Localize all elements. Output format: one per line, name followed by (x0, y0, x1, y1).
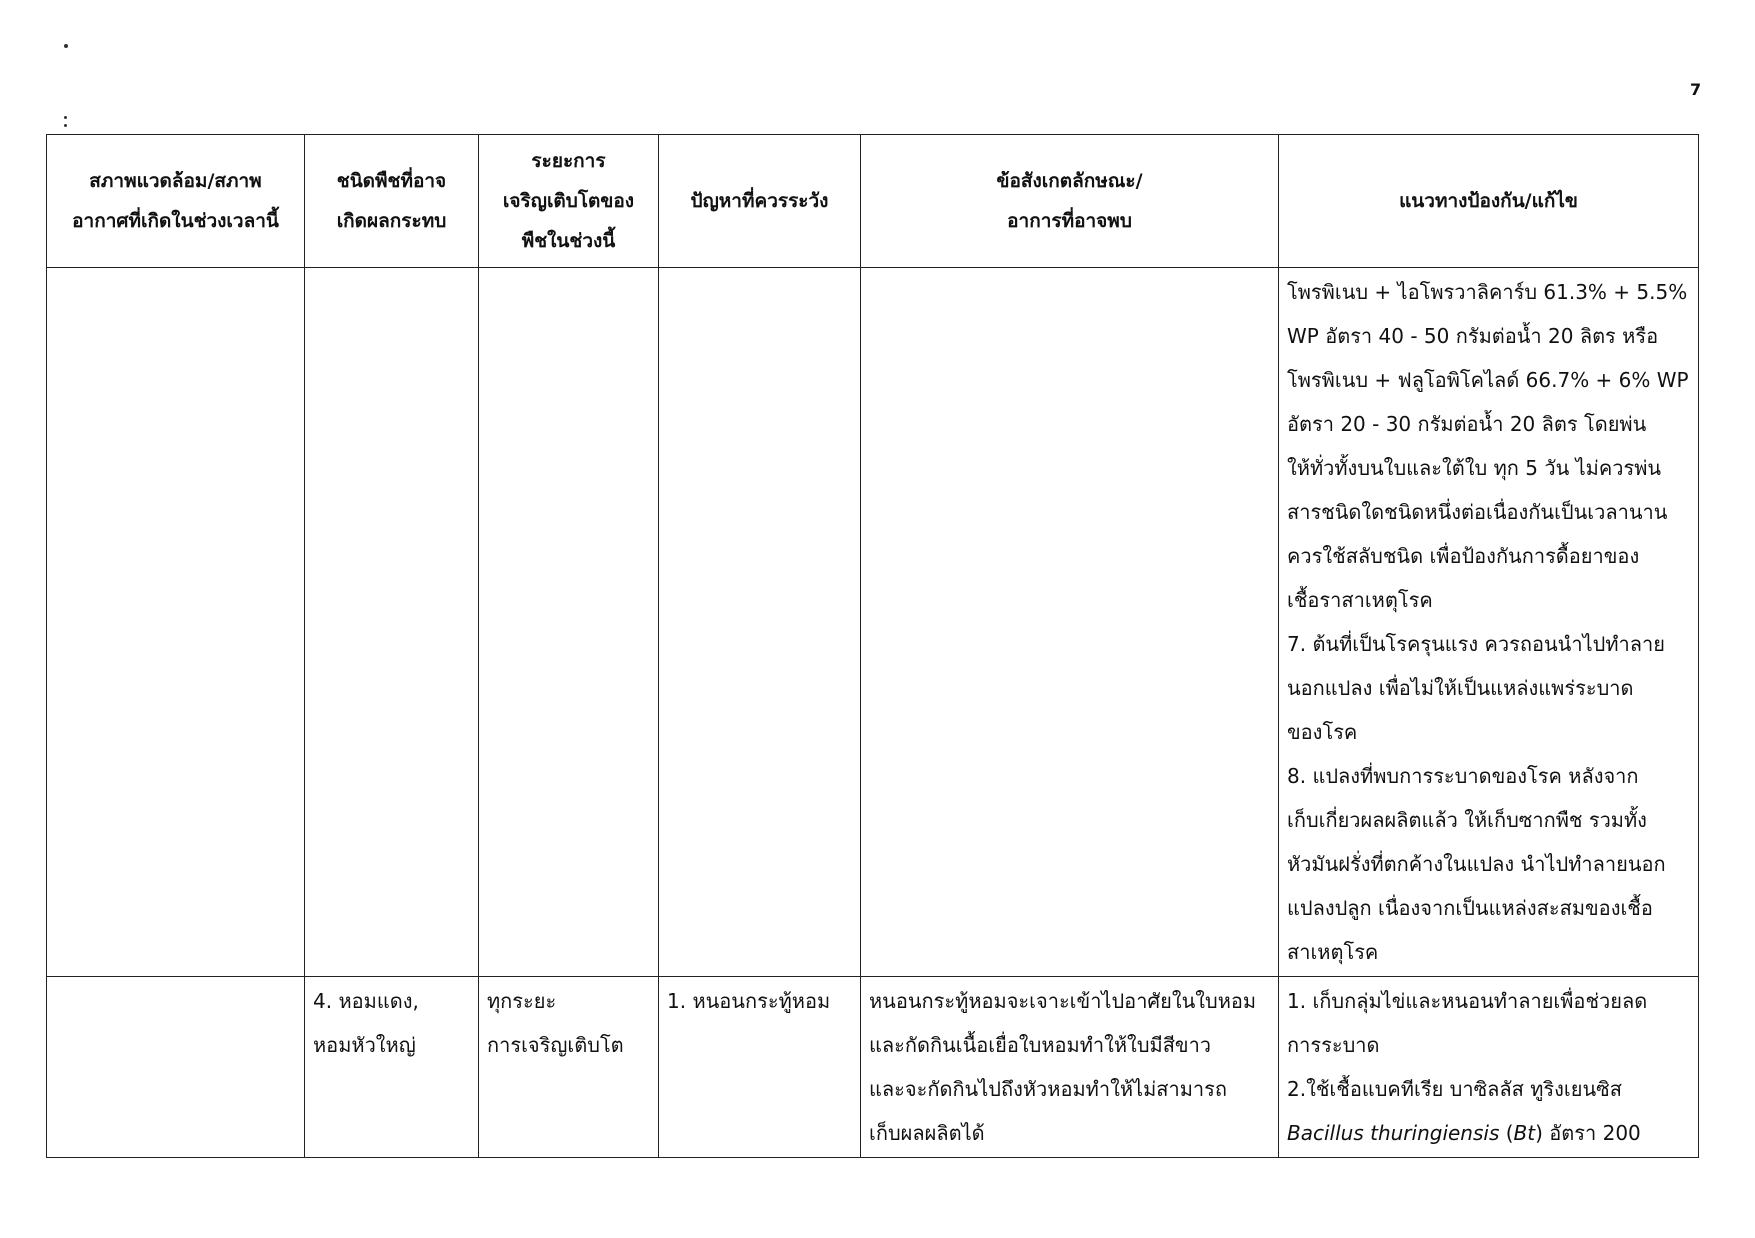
page-number: 7 (1690, 80, 1702, 99)
scan-speck (64, 116, 67, 119)
cell-prevention: โพรพิเนบ + ไอโพรวาลิคาร์บ 61.3% + 5.5% WP อัตรา 40 - 50 กรัมต่อน้ำ 20 ลิตร หรือ โพรพิเนบ + ฟลูโอพิโคไลด์ 66.7% + 6% WP อัตรา 20 - 30 กรัมต่อน้ำ 20 ลิตร โดยพ่น ให้ทั่วทั้งบนใบและใต้ใบ ทุก 5 วัน ไม่ควรพ่น สารชนิดใดชนิดหนึ่งต่อเนื่องกันเป็นเวลานาน ควรใช้สลับชนิด เพื่อป้องกันการดื้อยาของ เชื้อราสาเหตุโรค 7. ต้นที่เป็นโรครุนแรง ควรถอนนำไปทำลาย นอกแปลง เพื่อไม่ให้เป็นแหล่งแพร่ระบาด ของโรค 8. แปลงที่พบการระบาดของโรค หลังจาก เก็บเกี่ยวผลผลิตแล้ว ให้เก็บซากพืช รวมทั้ง หัวมันฝรั่งที่ตกค้างในแปลง นำไปทำลายนอก แปลงปลูก เนื่องจากเป็นแหล่งสะสมของเชื้อ สาเหตุโรค (1279, 268, 1699, 977)
header-affected-crops: ชนิดพืชที่อาจ เกิดผลกระทบ (305, 135, 479, 268)
cell-problem: 1. หนอนกระทู้หอม (659, 977, 861, 1158)
cell-prevention: 1. เก็บกลุ่มไข่และหนอนทำลายเพื่อช่วยลด การระบาด 2.ใช้เชื้อแบคทีเรีย บาซิลลัส ทูริงเยนซิส Bacillus thuringiensis (Bt) อัตรา 200 (1279, 977, 1699, 1158)
cell-problem (659, 268, 861, 977)
scan-speck (64, 124, 67, 127)
cell-environment (47, 268, 305, 977)
cell-symptom (861, 268, 1279, 977)
header-environment: สภาพแวดล้อม/สภาพ อากาศที่เกิดในช่วงเวลานี้ (47, 135, 305, 268)
cell-crops (305, 268, 479, 977)
pest-advisory-table (46, 134, 1699, 1158)
table-row (47, 977, 1699, 1158)
cell-stage (479, 268, 659, 977)
cell-crops: 4. หอมแดง, หอมหัวใหญ่ (305, 977, 479, 1158)
table-row (47, 268, 1699, 977)
cell-symptom: หนอนกระทู้หอมจะเจาะเข้าไปอาศัยในใบหอม และกัดกินเนื้อเยื่อใบหอมทำให้ใบมีสีขาว และจะกัดกินไปถึงหัวหอมทำให้ไม่สามารถ เก็บผลผลิตได้ (861, 977, 1279, 1158)
header-prevention: แนวทางป้องกัน/แก้ไข (1279, 135, 1699, 268)
header-growth-stage: ระยะการ เจริญเติบโตของ พืชในช่วงนี้ (479, 135, 659, 268)
document-table-container (46, 134, 1698, 1158)
cell-environment (47, 977, 305, 1158)
bt-rate-line: Bacillus thuringiensis (Bt) อัตรา 200 (1287, 1121, 1641, 1145)
scan-speck (64, 44, 68, 48)
cell-stage: ทุกระยะ การเจริญเติบโต (479, 977, 659, 1158)
header-problems: ปัญหาที่ควรระวัง (659, 135, 861, 268)
table-header-row (47, 135, 1699, 268)
header-symptoms: ข้อสังเกตลักษณะ/ อาการที่อาจพบ (861, 135, 1279, 268)
